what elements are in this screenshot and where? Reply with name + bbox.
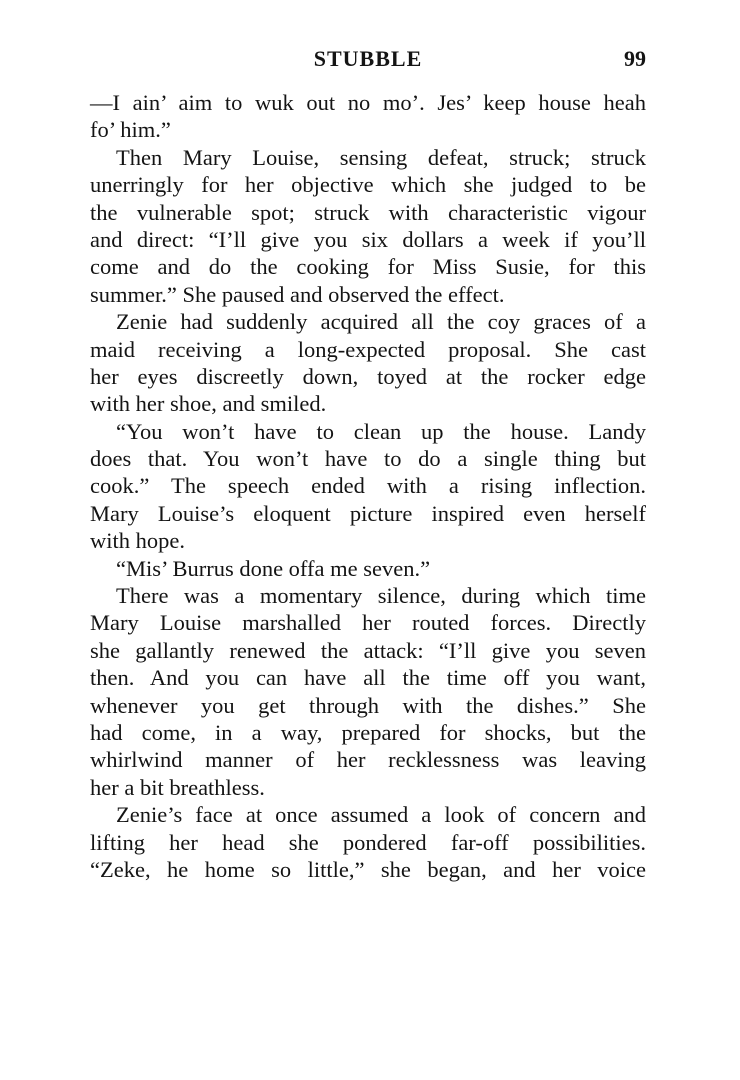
text-line: cook.” The speech ended with a rising inflection. bbox=[90, 473, 646, 499]
text-line: maid receiving a long-expected proposal. She cast bbox=[90, 336, 646, 362]
text-line: does that. You won’t have to do a single thing but bbox=[90, 446, 646, 472]
text-line: fo’ him.” bbox=[90, 117, 171, 143]
book-page bbox=[90, 46, 646, 883]
text-line: Mary Louise’s eloquent picture inspired even herself bbox=[90, 500, 646, 526]
text-line: Mary Louise marshalled her routed forces. Directly bbox=[90, 610, 646, 636]
text-line: Zenie had suddenly acquired all the coy graces of a bbox=[116, 309, 646, 335]
text-line: unerringly for her objective which she judged to be bbox=[90, 172, 646, 198]
text-line: “Mis’ Burrus done offa me seven.” bbox=[116, 555, 431, 581]
body-text bbox=[90, 89, 646, 883]
text-line: Zenie’s face at once assumed a look of concern and bbox=[116, 802, 646, 828]
text-line: Then Mary Louise, sensing defeat, struck; struck bbox=[116, 144, 646, 170]
text-line: with her shoe, and smiled. bbox=[90, 391, 327, 417]
running-title: STUBBLE bbox=[313, 46, 423, 71]
text-line: then. And you can have all the time off you want, bbox=[90, 665, 646, 691]
text-line: had come, in a way, prepared for shocks, but the bbox=[90, 719, 646, 745]
text-line: and direct: “I’ll give you six dollars a week if you’ll bbox=[90, 226, 646, 252]
text-line: whenever you get through with the dishes.” She bbox=[90, 692, 646, 718]
running-header bbox=[90, 46, 646, 78]
text-line: whirlwind manner of her recklessness was leaving bbox=[90, 747, 646, 773]
text-line: lifting her head she pondered far-off possibilities. bbox=[90, 829, 646, 855]
text-line: summer.” She paused and observed the effect. bbox=[90, 281, 505, 307]
text-line: her eyes discreetly down, toyed at the rocker edge bbox=[90, 363, 646, 389]
text-line: she gallantly renewed the attack: “I’ll give you seven bbox=[90, 637, 646, 663]
text-line: her a bit breathless. bbox=[90, 774, 265, 800]
page-number: 99 bbox=[624, 46, 646, 71]
text-line: —I ain’ aim to wuk out no mo’. Jes’ keep house heah bbox=[90, 90, 646, 115]
text-line: the vulnerable spot; struck with characteristic vigour bbox=[90, 199, 646, 225]
text-line: “You won’t have to clean up the house. Landy bbox=[116, 418, 646, 444]
text-line: come and do the cooking for Miss Susie, for this bbox=[90, 254, 646, 280]
text-line: with hope. bbox=[90, 528, 185, 554]
text-line: There was a momentary silence, during which time bbox=[116, 583, 646, 609]
text-line: “Zeke, he home so little,” she began, and her voice bbox=[90, 856, 646, 882]
